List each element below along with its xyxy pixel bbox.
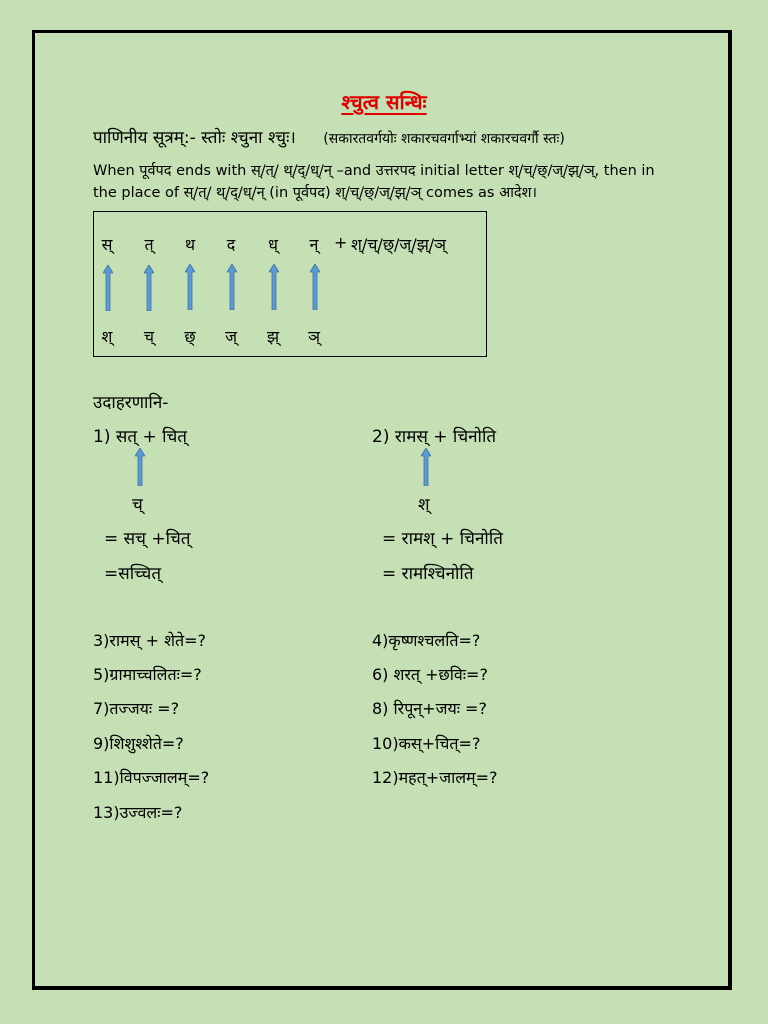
top-letter: ध् — [268, 235, 278, 254]
top-letter: द — [226, 235, 236, 254]
example-2-step-1: = रामश् + चिनोति — [382, 529, 503, 549]
up-arrow-icon — [269, 264, 279, 310]
sutra-line — [93, 125, 565, 148]
example-2-below: श् — [418, 495, 430, 515]
question-item: 6) शरत् +छविः=? — [372, 665, 488, 684]
top-letter: न् — [309, 235, 319, 254]
right-letters: श्/च्/छ्/ज्/झ्/ञ् — [351, 235, 447, 254]
top-letter: त् — [144, 235, 154, 254]
page-title: श्चुत्व सन्धिः — [341, 90, 427, 114]
top-letter: थ — [184, 235, 196, 254]
substitution-table — [93, 211, 487, 357]
example-1-line: 1) सत् + चित् — [93, 427, 187, 447]
up-arrow-icon — [310, 264, 320, 310]
up-arrow-icon — [421, 448, 431, 486]
example-1-step-1: = सच् +चित् — [104, 529, 191, 549]
bottom-letter: झ् — [266, 327, 280, 346]
bottom-letter: श् — [101, 327, 113, 346]
bottom-letter: छ् — [184, 327, 196, 346]
description-line-1: When पूर्वपद ends with स्/त्/ थ्/द्/ध्/न् –and उत्तरपद initial letter श्/च्/छ्/ज्/झ्/ञ्, then in — [93, 163, 655, 179]
bottom-letter: ज् — [225, 327, 237, 346]
example-2-line: 2) रामस् + चिनोति — [372, 427, 497, 447]
question-item: 5)ग्रामाच्चलितः=? — [93, 665, 202, 684]
question-item: 3)रामस् + शेते=? — [93, 631, 206, 650]
question-item: 12)महत्+जालम्=? — [372, 768, 498, 787]
bottom-letter: ञ् — [308, 327, 320, 346]
sutra-note: (सकारतवर्गयोः शकारचवर्गाभ्यां शकारचवर्गौ स्तः) — [323, 131, 565, 147]
example-1-step-2: =सच्चित् — [104, 564, 162, 584]
description-line-2: the place of स्/त्/ थ्/द्/ध्/न् (in पूर्वपद) श्/च्/छ्/ज्/झ्/ञ् comes as आदेश। — [93, 185, 537, 201]
top-letter: स् — [101, 235, 113, 254]
up-arrow-icon — [227, 264, 237, 310]
up-arrow-icon — [135, 448, 145, 486]
question-item: 7)तज्जयः =? — [93, 699, 180, 718]
bottom-letter: च् — [143, 327, 155, 346]
examples-heading: उदाहरणानि- — [93, 393, 169, 413]
question-item: 13)उज्वलः=? — [93, 803, 183, 822]
question-item: 11)विपज्जालम्=? — [93, 768, 210, 787]
sutra-main: पाणिनीय सूत्रम्:- स्तोः श्चुना श्चुः। — [93, 128, 296, 148]
question-item: 8) रिपून्+जयः =? — [372, 699, 487, 718]
example-2-step-2: = रामश्चिनोति — [382, 564, 474, 584]
example-1-below: च् — [132, 495, 143, 515]
plus-sign: + — [334, 233, 348, 252]
question-item: 10)कस्+चित्=? — [372, 734, 481, 753]
question-item: 9)शिशुश्शेते=? — [93, 734, 184, 753]
up-arrow-icon — [144, 265, 154, 311]
up-arrow-icon — [103, 265, 113, 311]
question-item: 4)कृष्णश्चलति=? — [372, 631, 481, 650]
up-arrow-icon — [185, 264, 195, 310]
